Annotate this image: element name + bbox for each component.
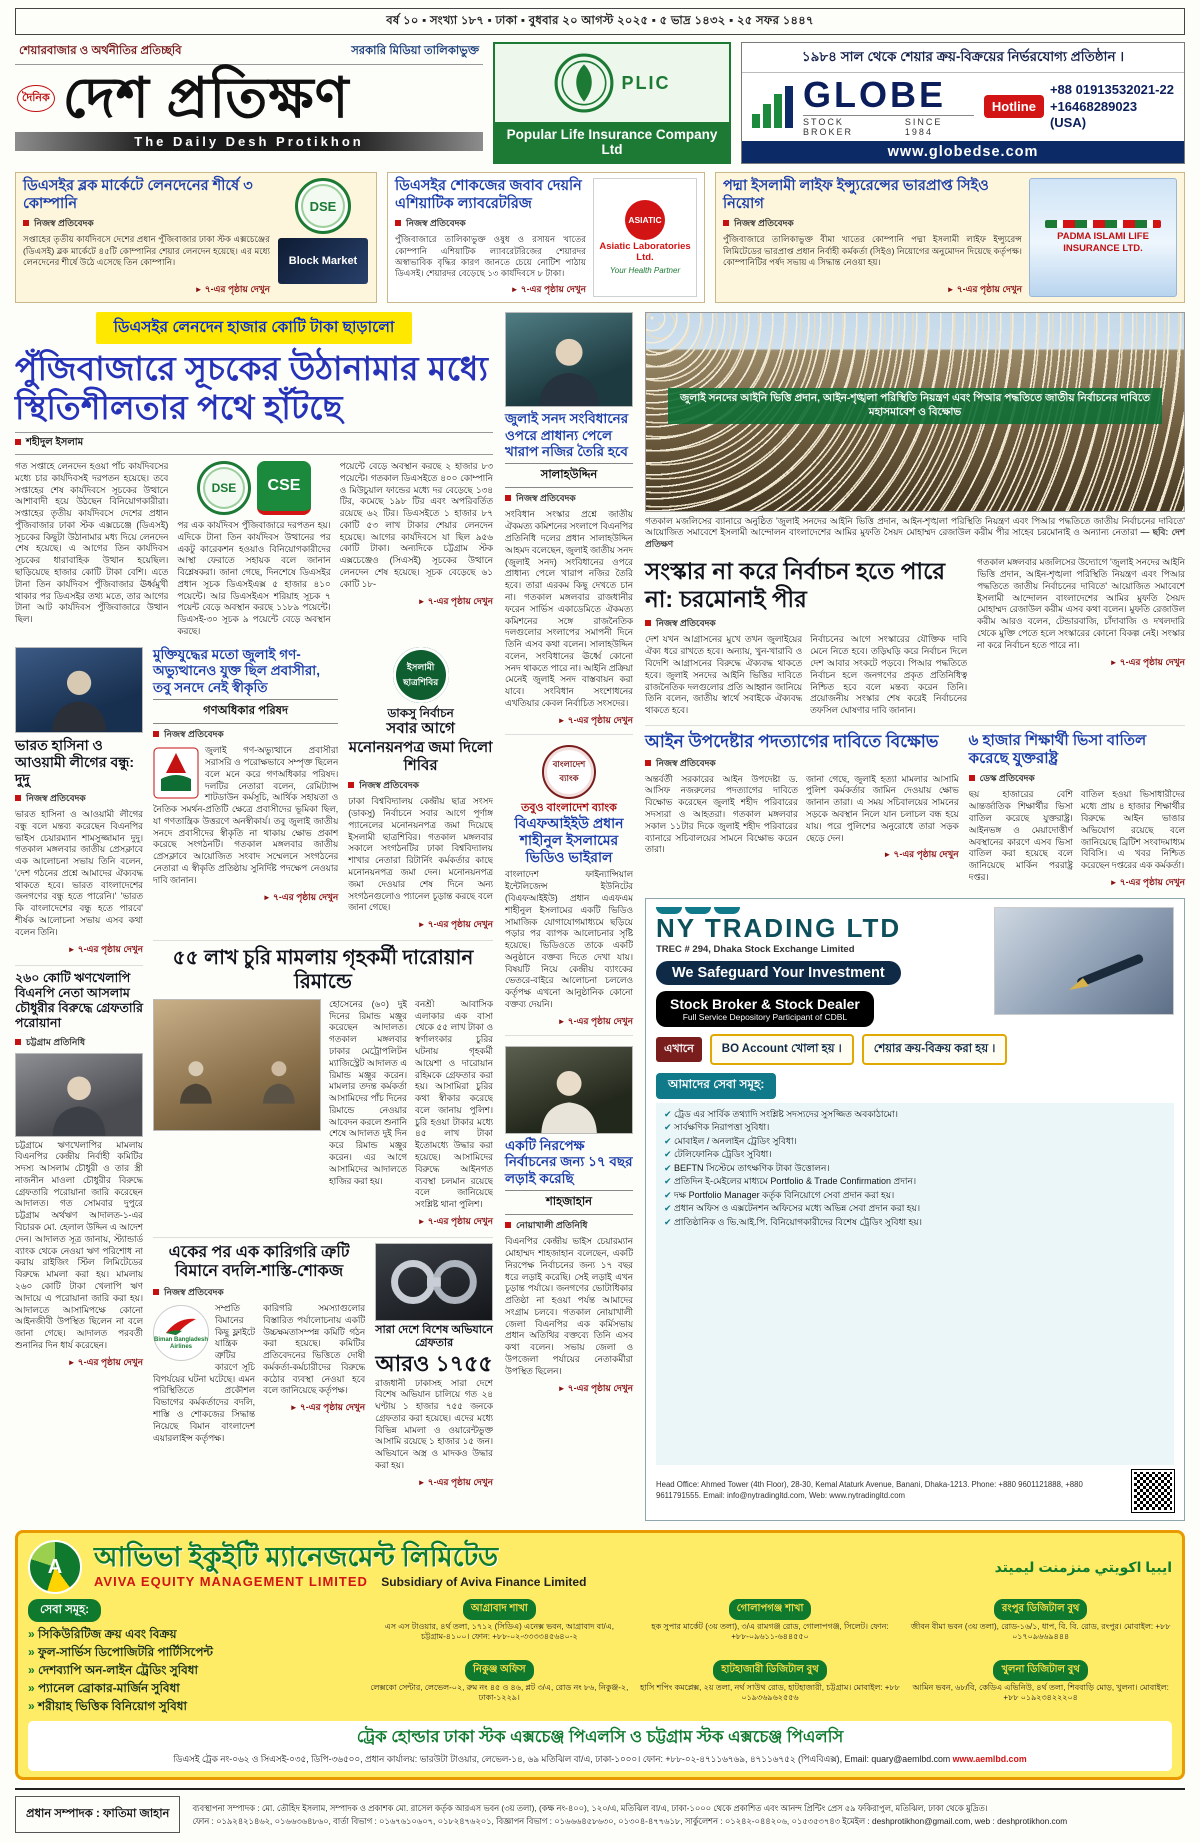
biman-logo-icon: Biman Bangladesh Airlines (153, 1305, 209, 1361)
rally-banner-text: জুলাই সনদের আইনি ভিত্তি প্রদান, আইন-শৃঙ্খলা পরিস্থিতি নিয়ন্ত্রণ এবং পিআর পদ্ধতিতে জাতীয় নির্বাচনের দাবিতে মহাসমাবেশ ও বিক্ষোভ (668, 388, 1163, 423)
hotline-phone-1: +88 01913532021-22 (1049, 81, 1174, 97)
brief-headline: পদ্মা ইসলামী লাইফ ইন্স্যুরেন্সের ভারপ্রাপ্ত সিইও নিয়োগ (723, 178, 989, 212)
shahjahan-article (505, 1046, 633, 1396)
lead-byline: শহীদুল ইসলাম (15, 432, 493, 455)
dudu-body: ভারত হাসিনা ও আওয়ামী লীগের বন্ধু বলে মন্তব্য করেছেন বিএনপির ভাইস চেয়ারম্যান শামসুজ্জামান দুদু। গতকাল মঙ্গলবার জাতীয় প্রেসক্লাবে এক আলোচনা সভায় তিনি বলেন, 'দেশ গঠনের প্রশ্নে আমাদের ঐক্যবদ্ধ থাকতে হবে। ভারত বাংলাদেশের জনগণের বন্ধু হতে পারেনি।' 'ভারত কি বাংলাদেশের বন্ধু হতে পারবে' শীর্ষক আলোচনা সভায় এসব কথা বলেন তিনি। (15, 808, 143, 937)
ny-trec: TREC # 294, Dhaka Stock Exchange Limited (656, 943, 855, 955)
ny-service-item: ✔ দক্ষ Portfolio Manager কর্তৃক বিনিয়োগে সেবা প্রদান করা হয়। (664, 1189, 1166, 1203)
right-section (645, 312, 1185, 1521)
charmonai-column-2: নির্বাচনের আগে সংস্কারের যৌক্তিক দাবি মেনে নিতে হবে। তড়িঘড়ি করে নির্বাচন দিলে দেশ আবার সংকটে পড়বে। পিআর পদ্ধতিতে নির্বাচন হলে জনগণের প্রকৃত প্রতিনিধিত্ব নিশ্চিত হবে বলে মন্তব্য করেন তিনি। প্রয়োজনীয় সংস্কার শেষ করেই নির্বাচনের তফসিল ঘোষণার দাবি জানান। (810, 634, 968, 716)
arrests-headline: আরও ১৭৫৫ (375, 1350, 493, 1376)
churi-column-1: হোসেনের (৬০) দুই দিনের রিমান্ড মঞ্জুর করেছেন আদালত। গতকাল মঙ্গলবার ঢাকার মেট্রোপলিটন ম্যাজিস্ট্রেট আদালত এ রিমান্ড মঞ্জুর করেন। মামলার তদন্ত কর্মকর্তা আসামিদের পাঁচ দিনের রিমান্ডে নেওয়ার আবেদন করলে শুনানি শেষে আদালত দুই দিন করে রিমান্ড মঞ্জুর করেন। এর আগে আসামিদের আদালতে হাজির করা হয়। (329, 998, 407, 1186)
aviva-service-item: » প্যানেল ব্রোকার-মার্জিন সুবিধা (28, 1679, 358, 1697)
aviva-service-item: » শরীয়াহ ভিত্তিক বিনিয়োগ সুবিধা (28, 1697, 358, 1715)
arrests-kicker: সারা দেশে বিশেষ অভিযানে গ্রেফতার (375, 1323, 493, 1350)
main-content-grid (15, 312, 1185, 1521)
masthead-row (15, 42, 1185, 164)
visa-headline: ৬ হাজার শিক্ষার্থী ভিসা বাতিল করেছে যুক্তরাষ্ট্র (968, 731, 1147, 768)
july-headline: জুলাই সনদ সংবিধানের ওপরে প্রাধান্য পেলে খারাপ নজির তৈরি হবে (505, 411, 629, 459)
office-block: আগ্রাবাদ শাখা এস এস টাওয়ার, ৪র্থ তলা, ১৭১২ (সিডিএ) এনেক্স ভবন, আগ্রাবাদ বা/এ, চট্টগ্রাম-৪১০০। ফোন: +৮৮-০২-৩৩৩৩৪৫৬৪০-২ (368, 1599, 631, 1655)
law-adviser-article (645, 732, 959, 890)
aviva-title-en: AVIVA EQUITY MANAGEMENT LIMITED (94, 1573, 368, 1589)
lead-headline: পুঁজিবাজারে সূচকের উঠানামার মধ্যে স্থিতিশীলতার পথে হাঁটছে (15, 350, 489, 426)
popular-life-monogram: PLIC (621, 72, 671, 93)
brief-body: সপ্তাহের তৃতীয় কার্যদিবসে দেশের প্রধান পুঁজিবাজার ঢাকা স্টক এক্সচেঞ্জের (ডিএসই) ব্লক মার্কেটে ৪৫টি কোম্পানির শেয়ার লেনদেন হয়েছে। এর মধ্যে লেনদেনের শীর্ষে উঠে এসেছে তিন কোম্পানি। (23, 234, 270, 267)
reporter-byline: নিজস্ব প্রতিবেদক (153, 1285, 365, 1300)
imprint-footer (15, 1788, 1185, 1833)
ny-services-list (656, 1103, 1174, 1465)
globe-website-link[interactable]: www.globedse.com (742, 141, 1184, 163)
office-block: রংপুর ডিজিটাল বুথ জীবন বীমা ভবন (৩য় তলা), রোড-১৬/১, ধাপ, বি. বি. রোড, রংপুর। মোবাইল: +৮৮ ০১৭০৯৬৬৯৪৪৪ (909, 1599, 1172, 1655)
lead-kicker: ডিএসইর লেনদেন হাজার কোটি টাকা ছাড়ালো (96, 312, 413, 344)
aviva-subsidiary: Subsidiary of Aviva Finance Limited (381, 1574, 587, 1589)
churi-headline: ৫৫ লাখ চুরি মামলায় গৃহকর্মী দারোয়ান রিমান্ডে (172, 947, 474, 994)
jump-to-page-link[interactable]: ► ৭-এর পৃষ্ঠায় দেখুন (806, 847, 959, 862)
aslam-body: চট্টগ্রামে ঋণখেলাপির মামলায় বিএনপির কেন্দ্রীয় নির্বাহী কমিটির সদস্য আসলাম চৌধুরী ও তার স্ত্রী নাজনীন মাওলা চৌধুরীর বিরুদ্ধে গ্রেফতারি পরোয়ানা জারি করেছেন আদালত। গত সোমবার দুপুরে চট্টগ্রাম অর্থঋণ আদালত-১-এর বিচারক মো. হেলাল উদ্দিন এ আদেশ দেন। আদালত সূত্র জানায়, স্ট্যান্ডার্ড ব্যাংক থেকে নেওয়া ঋণ পরিশোধ না করায় রাইজিং স্টিল লিমিটেডের বিরুদ্ধে মামলা করা হয়। মামলায় ২৬০ কোটি টাকা খেলাপি ঋণ আদায়ে এ পরোয়ানা জারি করা হয়। আদালতে আসামিপক্ষে কোনো আইনজীবী উপস্থিত ছিলেন না বলে জানা গেছে। আদালত পরবর্তী শুনানির দিন ধার্য করেছেন। (15, 1139, 143, 1350)
aslam-article (15, 965, 143, 1370)
reporter-byline: চট্টগ্রাম প্রতিনিধি (15, 1035, 143, 1050)
aviva-service-item: » সিকিউরিটিজ ক্রয় এবং বিক্রয় (28, 1625, 358, 1643)
biman-column-1: Biman Bangladesh Airlines সম্প্রতি বিমানের কিছু ফ্লাইটে যান্ত্রিক ত্রুটির কারণে সূচি বিপর্যয়ের ঘটনা ঘটেছে। এমন পরিস্থিতিতে প্রকৌশল বিভাগের কর্মকর্তাদের বদলি, শাস্তি ও শোকজের সিদ্ধান্ত নিয়েছে বিমান বাংলাদেশ এয়ারলাইন্স কর্তৃপক্ষ। (153, 1302, 256, 1443)
jump-to-page-link[interactable]: ► ৭-এর পৃষ্ঠায় দেখুন (15, 942, 143, 957)
aviva-website-link[interactable]: www.aemlbd.com (952, 1754, 1027, 1764)
chief-editor: প্রধান সম্পাদক : ফাতিমা জাহান (15, 1796, 180, 1833)
daksu-headline: সবার আগে মনোনয়নপত্র জমা দিলো শিবির (348, 720, 493, 774)
aviva-logo-icon: A (28, 1540, 82, 1594)
reporter-byline: নিজস্ব প্রতিবেদক (645, 756, 959, 771)
cse-logo-icon: CSE (257, 461, 311, 515)
dse-logo-icon: DSE (197, 461, 251, 515)
popular-life-logo-icon (553, 52, 615, 114)
left-wide-column (153, 647, 493, 1490)
office-block: খুলনা ডিজিটাল বুথ আমিন ভবন, ৬৮/বি, কেডিএ এভিনিউ, ৪র্থ তলা, শিববাড়ি মোড়, খুলনা। মোবাইল: +৮৮ ০১৯২৩৪২২২০৪ (909, 1660, 1172, 1716)
hotline-phone-2: +16468289023 (USA) (1049, 98, 1138, 131)
brief-body: পুঁজিবাজারে তালিকাভুক্ত ওষুধ ও রসায়ন খাতের কোম্পানি এশিয়াটিক ল্যাবরেটরিজের শেয়ারদর অস্বাভাবিক বৃদ্ধির কারণ জানতে চেয়ে নোটিশ পাঠায় ডিএসই। শেয়ারদর বেড়েছে ১৩ কার্যদিবসে ৮ টাকা। (395, 234, 586, 278)
reporter-byline: নিজস্ব প্রতিবেদক (505, 491, 633, 506)
churi-photo (153, 999, 321, 1131)
mukti-headline: মুক্তিযুদ্ধের মতো জুলাই গণ-অভ্যুত্থানেও যুক্ত ছিল প্রবাসীরা, তবু সনদে নেই স্বীকৃতি (153, 646, 320, 695)
brief-headline: ডিএসইর ব্লক মার্কেটে লেনদেনের শীর্ষে ৩ কোম্পানি (23, 178, 253, 212)
biman-headline: একের পর এক কারিগরি ত্রুটি বিমানে বদলি-শাস্তি-শোকজ (168, 1243, 350, 1281)
ny-here-label: এখানে (656, 1037, 702, 1062)
bfiu-body: বাংলাদেশ ফাইন্যান্সিয়াল ইন্টেলিজেন্স ইউনিটের (বিএফআইইউ) প্রধান এএফএম শাহীনুল ইসলামের একটি ভিডিও সামাজিক যোগাযোগমাধ্যমে ছড়িয়ে পড়ার পর ব্যাপক আলোচনার সৃষ্টি হয়েছে। ভিডিওতে তাকে একটি অনুষ্ঠানে বক্তব্য দিতে দেখা যায়। বিষয়টি নিয়ে কেন্দ্রীয় ব্যাংকের ভেতরে-বাইরে আলোচনা চললেও কর্তৃপক্ষ এখনো আনুষ্ঠানিক কোনো বক্তব্য দেয়নি। (505, 869, 633, 1009)
aviva-offices (368, 1599, 1172, 1715)
dudu-headline: ভারত হাসিনা ও আওয়ামী লীগের বন্ধু: দুদু (15, 736, 134, 787)
aviva-trek-strip (28, 1721, 1172, 1771)
jump-to-page-link[interactable]: ► ৭-এর পৃষ্ঠায় দেখুন (723, 282, 1022, 297)
newspaper-title: দেশ প্রতিক্ষণ (62, 66, 350, 129)
ny-banner: We Safeguard Your Investment (656, 961, 901, 985)
photo-credit: — ছবি: দেশ প্রতিক্ষণ (645, 527, 1185, 549)
reporter-byline: নোয়াখালী প্রতিনিধি (505, 1218, 633, 1233)
reporter-byline: নিজস্ব প্রতিবেদক (395, 216, 586, 231)
ny-share-trade-box: শেয়ার ক্রয়-বিক্রয় করা হয় । (862, 1034, 1008, 1065)
july-attribution: সালাহউদ্দিন (505, 463, 633, 488)
reporter-byline: নিজস্ব প্রতিবেদক (723, 216, 1022, 231)
aviva-trek-line: ট্রেক হোল্ডার ঢাকা স্টক এক্সচেঞ্জ পিএলসি ও চট্টগ্রাম স্টক এক্সচেঞ্জ পিএলসি (356, 1728, 844, 1746)
daksu-body: ঢাকা বিশ্ববিদ্যালয় কেন্দ্রীয় ছাত্র সংসদ (ডাকসু) নির্বাচনে সবার আগে পূর্ণাঙ্গ প্যানেলের মনোনয়নপত্র জমা দিয়েছে ইসলামী ছাত্রশিবির। গতকাল মঙ্গলবার সকালে সংগঠনটির ঢাকা বিশ্ববিদ্যালয় শাখার নেতারা রিটার্নিং কর্মকর্তার কাছে মনোনয়নপত্র জমা দেন। মনোনয়নপত্র জমা দেওয়ার শেষ দিনে অন্য সংগঠনগুলোও প্যানেল চূড়ান্ত করছে বলে জানা গেছে। (348, 796, 493, 913)
dse-emblem-icon: DSE (295, 178, 351, 234)
charmonai-article (645, 557, 1185, 717)
charmonai-column-1: দেশ যখন আগ্রাসনের মুখে তখন জুলাইয়ের ঐক্য ধরে রাখতে হবে। অন্যায়, খুন-খারাবি ও বিদেশি আগ্রাসনের বিরুদ্ধে ঐক্যবদ্ধ থাকতে হবে। জুলাই সনদের আইনি ভিত্তির দাবিতে রাজনৈতিক দলগুলোর প্রতি আহ্বান জানিয়ে তিনি বলেন, জাতীয় স্বার্থে সবাইকে ঐক্যবদ্ধ থাকতে হবে। (645, 634, 803, 716)
shahjahan-attribution: শাহজাহান (505, 1190, 633, 1215)
dudu-photo (15, 647, 143, 733)
charmonai-column-3: গতকাল মঙ্গলবার মজলিসের উদ্যোগে 'জুলাই সনদের আইনি ভিত্তি প্রদান, আইন-শৃঙ্খলা পরিস্থিতি নিয়ন্ত্রণ এবং পিআর পদ্ধতিতে জাতীয় নির্বাচনের দাবিতে' আয়োজিত সমাবেশে ইসলামী আন্দোলন বাংলাদেশের আমির মুফতি সৈয়দ মোহাম্মদ রেজাউল করীম এসব কথা বলেন। মুফতি রেজাউল করীম আরও বলেন, টেন্ডারবাজি, চাঁদাবাজি ও দখলদারি থেকে মুক্তি পেতে হলে সংস্কারের কোনো বিকল্প নেই। সংস্কার না করে নির্বাচন হতে পারে না। (977, 557, 1185, 650)
biman-column-2: কারিগরি সমস্যাগুলোর বিস্তারিত পর্যালোচনায় একটি উচ্চক্ষমতাসম্পন্ন কমিটি গঠন করা হয়েছে। কমিটির প্রতিবেদনের ভিত্তিতে দোষী কর্মকর্তা-কর্মচারীদের বিরুদ্ধে কঠোর ব্যবস্থা নেওয়া হবে বলে জানিয়েছে কর্তৃপক্ষ। (263, 1302, 366, 1396)
jump-to-page-link[interactable]: ► ৭-এর পৃষ্ঠায় দেখুন (340, 594, 493, 609)
bfiu-kicker: তবুও বাংলাদেশ ব্যাংক (521, 801, 617, 814)
asiatic-logo: ASIATIC Asiatic Laboratories Ltd. Your Health Partner (593, 178, 697, 297)
popular-life-ad[interactable] (493, 42, 731, 164)
news-briefs-row (15, 172, 1185, 303)
ny-service-item: ✔ প্রধান অফিস ও এক্সটেনশন অফিসের মধ্যে অভিন্ন সেবা প্রদান করা হয়। (664, 1202, 1166, 1216)
aslam-headline: ২৬০ কোটি ঋণখেলাপি বিএনপি নেতা আসলাম চৌধুরীর বিরুদ্ধে গ্রেফতারি পরোয়ানা (15, 970, 144, 1031)
jump-to-page-link[interactable]: ► ৭-এর পৃষ্ঠায় দেখুন (348, 917, 493, 932)
ny-service-item: ✔ প্রতিদিন ই-মেইলের মাধ্যমে Portfolio & Trade Confirmation প্রদান। (664, 1175, 1166, 1189)
globe-tagline: ১৯৮৪ সাল থেকে শেয়ার ক্রয়-বিক্রয়ের নির্ভরযোগ্য প্রতিষ্ঠান । (742, 43, 1184, 73)
imprint-text: ব্যবস্থাপনা সম্পাদক : মো. তৌহিদ ইসলাম, সম্পাদক ও প্রকাশক মো. রাসেল কর্তৃক আরএস ভবন (৩য় তলা), (কক্ষ নং-৪০০), ১২০/এ, মতিঝিল বা/এ, ঢাকা-১০০০ থেকে প্রকাশিত এবং আনন্দ প্রিন্টিং প্রেস ৫৯ ফকিরাপুল, মতিঝিল, ঢাকা থেকে মুদ্রিত। ফোন : ০১৯২৪২১৪৬২, ০১৬৬৩৬৪৮৬০, বার্তা বিভাগ : ০১৬৭৬১০৬০৭, ০১৮২৪৭৬২০১, বিজ্ঞাপন বিভাগ : ০১৬৬৬৪৫৮৬৩০, ০১৩০৪-৪৭৭৬১৮, সার্কুলেশন : ০১২৪২-০৪৪২০৬, ০১৫৩৫৩৭৪৩ ইমেইল : deshprotikhon@gmail.com, web : deshprotikhon.com (192, 1803, 1068, 1826)
pen-signing-photo (994, 907, 1174, 1015)
ny-service-item: ✔ মোবাইল / অনলাইন ট্রেডিং সুবিধা। (664, 1135, 1166, 1149)
law-headline: আইন উপদেষ্টার পদত্যাগের দাবিতে বিক্ষোভ (645, 731, 939, 751)
globe-subbrand: STOCK BROKER (803, 117, 854, 137)
dudu-article (15, 647, 143, 957)
gonoadhikar-logo-icon (153, 747, 199, 799)
aviva-services (28, 1599, 358, 1715)
reporter-byline: নিজস্ব প্রতিবেদক (23, 216, 270, 231)
globe-brand: GLOBE (803, 74, 947, 115)
ny-service-item: ✔ প্রাতিষ্ঠানিক ও ভি.আই.পি. বিনিয়োগকারীদের বিশেষ ট্রেডিং সুবিধা হয়। (664, 1216, 1166, 1230)
jump-to-page-link[interactable]: ► ৭-এর পৃষ্ঠায় দেখুন (505, 713, 633, 728)
bangladesh-bank-logo-icon: বাংলাদেশ ব্যাংক (542, 745, 596, 799)
newspaper-subtitle: The Daily Desh Protikhon (15, 132, 483, 151)
tagline-right: সরকারি মিডিয়া তালিকাভুক্ত (351, 45, 479, 57)
aviva-ad[interactable] (15, 1530, 1185, 1780)
brief-body: পুঁজিবাজারে তালিকাভুক্ত বীমা খাতের কোম্পানি পদ্মা ইসলামী লাইফ ইন্স্যুরেন্স লিমিটেডের ভারপ্রাপ্ত প্রধান নির্বাহী কর্মকর্তা (সিইও) নিয়োগের অনুমোদন দিয়েছে কর্তৃপক্ষ। কোম্পানিটির পর্ষদ সভায় এ সিদ্ধান্ত নেওয়া হয়। (723, 234, 1022, 267)
globe-since: SINCE 1984 (904, 117, 943, 137)
block-market-image: Block Market (278, 238, 368, 284)
hotline-label: Hotline (984, 95, 1044, 118)
biman-article (153, 1243, 365, 1490)
asiatic-logo-icon: ASIATIC (625, 200, 665, 240)
shahjahan-headline: একটি নিরপেক্ষ নির্বাচনের জন্য ১৭ বছর লড়াই করেছি (505, 1137, 633, 1186)
visa-column-1: ছয় হাজারের বেশি আন্তর্জাতিক শিক্ষার্থীর ভিসা বাতিল করেছে যুক্তরাষ্ট্র। আইনভঙ্গ ও মেয়াদোত্তীর্ণ অবস্থানের কারণে এসব ভিসা বাতিল করা হয়েছে বলে জানিয়েছে মার্কিন পররাষ্ট্র দপ্তর। (968, 789, 1073, 882)
salahuddin-photo (505, 312, 633, 407)
visa-column-2: বাতিল হওয়া ভিসাধারীদের মধ্যে প্রায় ৪ হাজার শিক্ষার্থীর বিরুদ্ধে আইন ভাঙার অভিযোগ রয়েছে বলে জানিয়েছে ব্রিটিশ সংবাদমাধ্যম বিবিসি। এ খবর নিশ্চিত করেছেন দপ্তরের এক কর্মকর্তা। (1080, 789, 1185, 871)
bfiu-article (505, 745, 633, 1036)
law-column-1: অন্তর্বর্তী সরকারের আইন উপদেষ্টা ড. আসিফ নজরুলের পদত্যাগের দাবিতে বিক্ষোভ করেছেন জুলাই শহীদ পরিবারের সদস্যরা ও আহতরা। গতকাল মঙ্গলবার সকাল ১১টার দিকে জুলাই শহীদ পরিবারের ব্যানারে সচিবালয়ের সামনে বিক্ষোভ করেন তারা। (645, 773, 798, 855)
office-block: গোলাপগঞ্জ শাখা হক সুপার মার্কেট (৩য় তলা), ৩/এ রামগঞ্জ রোড, গোলাপগঞ্জ, সিলেট। ফোন: +৮৮-০৯৬১১-৬৪৪৫৫০ (639, 1599, 902, 1655)
office-block: নিকুঞ্জ অফিস লেক্সকো সেন্টার, লেভেল-০২, রুম নং ৪৫ ও ৪৬, প্লট ৩/এ, রোড নং ৮৬, নিকুঞ্জ-২, ঢাকা-১২২৯। (368, 1660, 631, 1716)
reporter-byline: ডেস্ক প্রতিবেদক (969, 771, 1185, 786)
shahjahan-body: বিএনপির কেন্দ্রীয় ভাইস চেয়ারম্যান মোহাম্মদ শাহজাহান বলেছেন, একটি নিরপেক্ষ নির্বাচনের জন্য ১৭ বছর ধরে লড়াই করেছি। সেই লড়াই এখন চূড়ান্ত পর্যায়ে। জনগণের ভোটাধিকার প্রতিষ্ঠা না হওয়া পর্যন্ত আমাদের সংগ্রাম চলবে। গতকাল নোয়াখালী জেলা বিএনপির এক কর্মিসভায় প্রধান অতিথির বক্তব্যে তিনি এসব কথা বলেন। সভায় জেলা ও উপজেলা পর্যায়ের নেতাকর্মীরা উপস্থিত ছিলেন। (505, 1236, 633, 1376)
shibir-logo-icon: ইসলামী ছাত্রশিবির (393, 647, 449, 703)
reporter-byline: নিজস্ব প্রতিবেদক (348, 778, 493, 793)
lead-story (15, 312, 493, 638)
jump-to-page-link[interactable]: ► ৭-এর পৃষ্ঠায় দেখুন (505, 1014, 633, 1029)
jump-to-page-link[interactable]: ► ৭-এর পৃষ্ঠায় দেখুন (505, 1381, 633, 1396)
qr-code (1132, 1470, 1174, 1512)
photo-caption: গতকাল মজলিসের ব্যানারে অনুষ্ঠিত 'জুলাই সনদের আইনি ভিত্তি প্রদান, আইন-শৃঙ্খলা পরিস্থিতি নিয়ন্ত্রণ এবং পিআর পদ্ধতিতে জাতীয় নির্বাচনের দাবিতে' আয়োজিত সমাবেশে ইসলামী আন্দোলন বাংলাদেশের আমির মুফতি সৈয়দ মোহাম্মদ রেজাউল করীম পীর সাহেব চরমোনাই ও অন্যান্য নেতারা — ছবি: দেশ প্রতিক্ষণ (645, 516, 1185, 549)
churi-column-2: বনশ্রী আবাসিক এলাকার এক বাসা থেকে ৫৫ লাখ টাকা ও স্বর্ণালংকার চুরির ঘটনায় গৃহকর্মী আয়েশা ও দারোয়ান রহিমকে গ্রেফতার করা হয়। আসামিরা চুরির কথা স্বীকার করেছে বলে জানায় পুলিশ। চুরি হওয়া টাকার মধ্যে ৪৫ লাখ টাকা ইতোমধ্যে উদ্ধার করা হয়েছে। আসামিদের বিরুদ্ধে আইনগত ব্যবস্থা চলমান রয়েছে বলে জানিয়েছে সংশ্লিষ্ট থানা পুলিশ। (415, 998, 493, 1210)
bfiu-headline: বিএফআইইউ প্রধান শাহীনুল ইসলামের ভিডিও ভাইরাল (514, 815, 624, 866)
lead-column-2: পর এক কার্যদিবস পুঁজিবাজারে দরপতন হয়। এদিকে টানা তিন কার্যদিবস উত্থানের পর একটু কারেকশন হওয়াও বিনিয়োগকারীদের আস্থা ফেরাতে সহায়ক বলে জানান বিশ্লেষকরা। জানা গেছে, দিনশেষে ডিএসইর প্রধান সূচক ডিএসইএক্স ৫ হাজার ৪১০ পয়েন্টে। আর ডিএসইএস শরিয়াহ সূচক ৭ পয়েন্ট বেড়ে অবস্থান করছে ১১৮৯ পয়েন্টে। ডিএসই-৩০ সূচক ৯ পয়েন্টে বেড়ে অবস্থান করছে। (177, 519, 331, 636)
handcuffs-photo (375, 1243, 493, 1321)
dateline: বর্ষ ১০ ▪ সংখ্যা ১৮৭ ▪ ঢাকা ▪ বুধবার ২০ আগস্ট ২০২৫ ▪ ৫ ভাদ্র ১৪৩২ ▪ ২৫ সফর ১৪৪৭ (15, 8, 1185, 35)
daksu-kicker: ডাকসু নির্বাচন (387, 705, 454, 720)
jump-to-page-link[interactable]: ► ৭-এর পৃষ্ঠায় দেখুন (375, 1475, 493, 1490)
ny-service-item: ✔ ট্রেড এর সার্বিক তথ্যাদি সংশ্লিষ্ট সদস্যদের সুসজ্জিত অবকাঠামো। (664, 1108, 1166, 1122)
ny-bo-account-box: BO Account খোলা হয় । (710, 1034, 854, 1065)
brief-headline: ডিএসইর শোকজের জবাব দেয়নি এশিয়াটিক ল্যাবরেটরিজ (395, 178, 582, 212)
jump-to-page-link[interactable]: ► ৭-এর পৃষ্ঠায় দেখুন (1081, 875, 1185, 890)
ny-brand: NY TRADING LTD (656, 912, 902, 943)
july-sanad-article (505, 312, 633, 735)
mukti-attribution: গণঅধিকার পরিষদ (153, 699, 338, 724)
reporter-byline: নিজস্ব প্রতিবেদক (15, 791, 143, 806)
arrests-article (375, 1243, 493, 1490)
tagline-left: শেয়ারবাজার ও অর্থনীতির প্রতিচ্ছবি (19, 45, 182, 57)
aslam-photo (15, 1053, 143, 1137)
ny-service-item: ✔ BEFTN সিস্টেমে তাৎক্ষণিক টাকা উত্তোলন। (664, 1162, 1166, 1176)
lead-column-3: পয়েন্টে বেড়ে অবস্থান করছে ২ হাজার ৮৩ পয়েন্টে। গতকাল ডিএসইতে ৪০০ কোম্পানি ও মিউচুয়াল ফান্ডের মধ্যে দর বেড়েছে ১৩৪ টির, কমেছে ১৯৮ টির এবং অপরিবর্তিত রয়েছে ৬২ টির। ডিএসইতে ১ হাজার ৮৭ কোটি ৫৩ লাখ টাকার শেয়ার লেনদেন হয়েছে। আগের কার্যদিবসে যা ছিল ৯৫৬ কোটি টাকা। অন্যদিকে চট্টগ্রাম স্টক এক্সচেঞ্জেও (সিএসই) সূচকের উত্থানে লেনদেন শেষ হয়েছে। সূচক বেড়েছে ৬১ কোটি ১৮- (339, 460, 493, 589)
aviva-title-bn: আভিভা ইকুইটি ম্যানেজমেন্ট লিমিটেড (94, 1542, 499, 1573)
rally-crowd-photo (645, 312, 1185, 512)
reporter-byline: নিজস্ব প্রতিবেদক (153, 727, 338, 742)
law-column-2: জানা গেছে, জুলাই হত্যা মামলার আসামি পুলিশ কর্মকর্তার জামিন দেওয়ায় ক্ষোভ জানান তারা। এ সময় সচিবালয়ের সামনের সড়কে অবস্থান নিলে যান চলাচল বন্ধ হয়ে যায়। পরে পুলিশের অনুরোধে তারা সড়ক ছেড়ে দেন। (805, 773, 959, 843)
jump-to-page-link[interactable]: ► ৭-এর পৃষ্ঠায় দেখুন (153, 890, 338, 905)
aviva-services-title: সেবা সমূহ: (28, 1599, 101, 1622)
jump-to-page-link[interactable]: ► ৭-এর পৃষ্ঠায় দেখুন (395, 282, 586, 297)
ny-role: Stock Broker & Stock Dealer Full Service Depository Participant of CDBL (656, 991, 874, 1027)
brief-padma-islami (715, 172, 1185, 303)
brief-block-market (15, 172, 377, 303)
mukti-body: জুলাই গণ-অভ্যুত্থানে প্রবাসীরা সরাসরি ও পরোক্ষভাবে সম্পৃক্ত ছিলেন বলে মনে করে গণঅধিকার পরিষদ। দলটির নেতারা বলেন, রেমিট্যান্স শাটডাউন কর্মসূচি, আর্থিক সহায়তা ও নৈতিক সমর্থন-প্রতিটি ক্ষেত্রে প্রবাসীদের ভূমিকা ছিল, যা গণতান্ত্রিক উত্তরণে অনস্বীকার্য। তবু জুলাই জাতীয় সনদে প্রবাসীদের স্বীকৃতি না থাকায় ক্ষোভ প্রকাশ করেছে সংগঠনটি। গতকাল মঙ্গলবার জাতীয় প্রেসক্লাবে আয়োজিত সংবাদ সম্মেলনে সংগঠনের নেতারা এ স্বীকৃতি প্রতিষ্ঠায় সুনির্দিষ্ট পদক্ষেপ নেওয়ার দাবি জানান। (153, 745, 339, 885)
office-block: হাটহাজারী ডিজিটাল বুথ হাসি শপিং কমপ্লেক্স, ২য় তলা, নর্থ সাউথ রোড, হাটহাজারী, চট্টগ্রাম। মোবাইল: +৮৮ ০১৯৩৬৯৬২৫৫৬ (639, 1660, 902, 1716)
churi-article (153, 940, 493, 1229)
jump-to-page-link[interactable]: ► ৭-এর পৃষ্ঠায় দেখুন (263, 1400, 365, 1415)
jump-to-page-link[interactable]: ► ৭-এর পৃষ্ঠায় দেখুন (977, 655, 1185, 670)
ny-trading-ad[interactable] (645, 898, 1185, 1521)
daily-label: দৈনিক (17, 85, 55, 113)
globe-ad[interactable] (741, 42, 1185, 164)
mukti-article (153, 647, 338, 932)
masthead (15, 42, 483, 164)
aviva-service-item: » দেশব্যাপি অন-লাইন ট্রেডিং সুবিধা (28, 1661, 358, 1679)
aviva-service-item: » ফুল-সার্ভিস ডিপোজিটরি পার্টিসিপেন্ট (28, 1643, 358, 1661)
padma-islami-image: PADMA ISLAMI LIFE INSURANCE LTD. (1029, 178, 1177, 297)
left-section (15, 312, 493, 1521)
ny-service-item: ✔ সার্বক্ষণিক নিরাপত্তা সুবিধা। (664, 1121, 1166, 1135)
pen-icon (1045, 938, 1165, 1008)
charmonai-headline: সংস্কার না করে নির্বাচন হতে পারে না: চরমোনাই পীর (645, 558, 945, 613)
daksu-article (348, 647, 493, 932)
visa-article (969, 732, 1185, 890)
arrests-body: রাজধানী ঢাকাসহ সারা দেশে বিশেষ অভিযান চালিয়ে গত ২৪ ঘণ্টায় ১ হাজার ৭৫৫ জনকে গ্রেফতার করা হয়েছে। এদের মধ্যে বিভিন্ন মামলা ও ওয়ারেন্টভুক্ত আসামি রয়েছে ১ হাজার ১৫ জন। অভিযানে অস্ত্র ও মাদকও উদ্ধার করা হয়। (375, 1377, 493, 1471)
ny-services-title: আমাদের সেবা সমূহ: (656, 1073, 776, 1099)
jump-to-page-link[interactable]: ► ৭-এর পৃষ্ঠায় দেখুন (415, 1214, 493, 1229)
jump-to-page-link[interactable]: ► ৭-এর পৃষ্ঠায় দেখুন (23, 282, 270, 297)
middle-column (505, 312, 633, 1521)
shahjahan-photo (505, 1046, 633, 1134)
brief-asiatic (387, 172, 705, 303)
left-narrow-column (15, 647, 143, 1490)
lead-column-1: গত সপ্তাহে লেনদেন হওয়া পাঁচ কার্যদিবসের মধ্যে চার কার্যদিবসই দরপতন হয়েছে। তবে সপ্তাহের শেষ কার্যদিবসে সূচকের উত্থানে আশাবাদী হয়ে উঠছেন বিনিয়োগকারীরা। সপ্তাহের তৃতীয় কার্যদিবসে দেশের প্রধান পুঁজিবাজার ঢাকা স্টক এক্সচেঞ্জে (ডিএসই) সূচকের কিছুটা উঠানামার মধ্য দিয়ে লেনদেন শেষ হয়েছে। এ আগের তিন কার্যদিবস সূচকের ধারাবাহিক উত্থান হয়েছিল। ছাড়িয়েছে হাজার কোটি টাকা বেশি। এতে টানা তিন কার্যদিবস পুঁজিবাজার ঊর্ধ্বমুখী থাকার পর ডিএসইর তথ্য মতে, তার আগের টানা আট কার্যদিবস পুঁজিবাজারে উত্থান ছিল। (15, 460, 169, 625)
ny-address: Head Office: Ahmed Tower (4th Floor), 28-30, Kemal Ataturk Avenue, Banani, Dhaka-1213. Phone: +880 9601121888, +880 9611791555. Email: info@nytradingltd.com, Web: www.nytradingltd.com (656, 1480, 1083, 1500)
jump-to-page-link[interactable]: ► ৭-এর পৃষ্ঠায় দেখুন (15, 1355, 143, 1370)
popular-life-name: Popular Life Insurance Company Ltd (495, 122, 729, 162)
reporter-byline: নিজস্ব প্রতিবেদক (645, 616, 967, 631)
july-body: সংবিধান সংস্কার প্রশ্নে জাতীয় ঐকমত্য কমিশনের সংলাপে বিএনপির প্রতিনিধি দলের প্রধান সালাহউদ্দিন আহমদ বলেছেন, জুলাই জাতীয় সনদ (জুলাই সনদ) সংবিধানের ওপরে প্রাধান্য পেলে খারাপ নজির তৈরি হবে। তারা এরকম কিছু দেখতে চান না। গতকাল মঙ্গলবার রাজধানীর ফরেন সার্ভিস একাডেমিতে ঐকমত্য কমিশনের সঙ্গে রাজনৈতিক দলগুলোর সংলাপের সমাপনী দিনে তিনি এসব কথা বলেন। সালাহউদ্দিন বলেন, সংবিধানের ঊর্ধ্বে কোনো সনদ থাকতে পারে না। আইনি প্রক্রিয়া মেনেই জুলাই সনদ বাস্তবায়ন করা যাবে। সংবিধান সংশোধনের এখতিয়ার কেবল নির্বাচিত সংসদের। (505, 509, 633, 708)
aviva-details: ডিএসই ট্রেক নং-০৬২ ও সিএসই-০৩৫, ডিপি-৩৬৫০০, প্রধান কার্যালয়: ভারউটা টাওয়ার, লেভেল-১৪, ৬৯ মতিঝিল বা/এ, ঢাকা-১০০০। ফোন: +৮৮-০২-৪৭১১৬৭৬৯, ৪৭১১৬৭৫২ (পিএবিএক্স), Email: quary@aemlbd.com (173, 1754, 951, 1764)
handcuffs-icon (376, 1244, 492, 1320)
ny-service-item: ✔ টেলিফোনিক ট্রেডিং সুবিধা। (664, 1148, 1166, 1162)
globe-barchart-icon (752, 86, 793, 128)
aviva-title-arabic: ايبيا اكويتي منزمنت ليميتد (994, 1558, 1172, 1575)
